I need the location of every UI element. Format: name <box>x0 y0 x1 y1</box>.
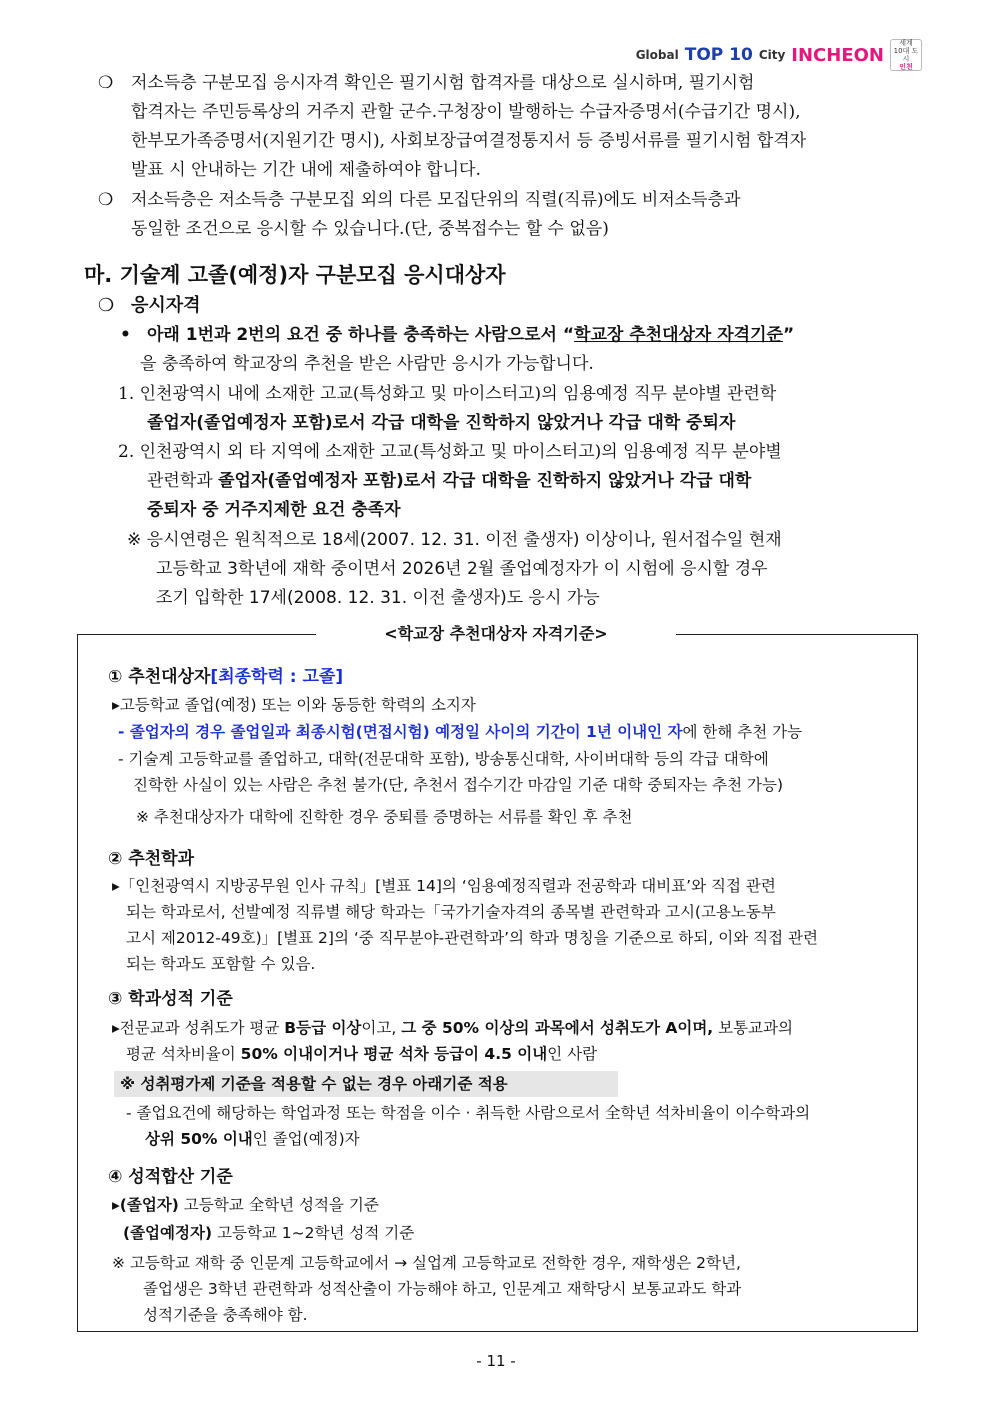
logo-city: City <box>758 48 786 62</box>
criteria-3-l1: ▸전문교과 성취도가 평균 B등급 이상이고, 그 중 50% 이상의 과목에서 성취도가 A이며, 보통교과의 <box>112 1019 793 1037</box>
criteria-1-heading: ① 추천대상자[최종학력 : 고졸] <box>108 667 344 687</box>
circle-bullet-icon: ❍ <box>98 190 114 210</box>
circle-bullet-icon: ❍ <box>98 295 115 316</box>
intro-b1-line1: 저소득층 구분모집 응시자격 확인은 필기시험 합격자를 대상으로 실시하며, 필기시험 <box>131 73 755 93</box>
criteria-3-l4: 상위 50% 이내인 졸업(예정)자 <box>145 1130 360 1148</box>
criteria-2-l2: 되는 학과로서, 선발예정 직류별 해당 학과는「국가기술자격의 종목별 관련학과 고시(고용노동부 <box>126 903 776 921</box>
criteria-3-l3: - 졸업요건에 해당하는 학업과정 또는 학점을 이수 · 취득한 사람으로서 全학년 석차비율이 이수학과의 <box>126 1104 811 1122</box>
page-number: - 11 - <box>476 1352 516 1370</box>
intro-b1-line2: 합격자는 주민등록상의 거주지 관할 군수.구청장이 발행하는 수급자증명서(수급기간 명시), <box>131 102 801 122</box>
criteria-4-note2: 졸업생은 3학년 관련학과 성적산출이 가능해야 하고, 인문계고 재학당시 보통교과도 학과 <box>143 1280 742 1298</box>
criteria-4-l1: ▸(졸업자) 고등학교 全학년 성적을 기준 <box>112 1196 379 1214</box>
num1-line1: 1. 인천광역시 내에 소재한 고교(특성화고 및 마이스터고)의 임용예정 직무 분야별 관련학 <box>118 384 777 404</box>
criteria-2-l4: 되는 학과도 포함할 수 있음. <box>126 955 316 973</box>
dot-item-line2: 을 충족하여 학교장의 추천을 받은 사람만 응시가 가능합니다. <box>140 354 594 374</box>
num2-line2: 관련학과 졸업자(졸업예정자 포함)로서 각급 대학을 진학하지 않았거나 각급 대학 <box>147 471 752 491</box>
criteria-1-c1: - 기술계 고등학교를 졸업하고, 대학(전문대학 포함), 방송통신대학, 사이버대학 등의 각급 대학에 <box>118 750 769 768</box>
criteria-2-l3: 고시 제2012-49호)」[별표 2]의 ‘중 직무분야-관련학과’의 학과 명칭을 기준으로 하되, 이와 직접 관련 <box>126 929 818 947</box>
circle-bullet-icon: ❍ <box>98 73 114 93</box>
logo-top10: TOP 10 <box>684 45 753 65</box>
age-note-line3: 조기 입학한 17세(2008. 12. 31. 이전 출생자)도 응시 가능 <box>156 588 600 608</box>
criteria-2-heading: ② 추천학과 <box>108 849 194 869</box>
intro-b2-line2: 동일한 조건으로 응시할 수 있습니다.(단, 중복접수는 할 수 없음) <box>131 219 609 239</box>
logo-incheon: INCHEON <box>791 44 884 66</box>
num2-line3: 중퇴자 중 거주지제한 요건 충족자 <box>147 500 401 520</box>
criteria-1-a: ▸고등학교 졸업(예정) 또는 이와 동등한 학력의 소지자 <box>112 696 476 714</box>
criteria-4-note1: ※ 고등학교 재학 중 인문계 고등학교에서 → 실업계 고등학교로 전학한 경우, 재학생은 2학년, <box>112 1254 741 1272</box>
criteria-1-d: ※ 추천대상자가 대학에 진학한 경우 중퇴를 증명하는 서류를 확인 후 추천 <box>136 808 633 826</box>
intro-b1-line3: 한부모가족증명서(지원기간 명시), 사회보장급여결정통지서 등 증빙서류를 필기시험 합격자 <box>131 131 807 151</box>
age-note-line1: ※ 응시연령은 원칙적으로 18세(2007. 12. 31. 이전 출생자) 이상이나, 원서접수일 현재 <box>127 530 782 550</box>
criteria-4-heading: ④ 성적합산 기준 <box>108 1167 233 1187</box>
criteria-3-l2: 평균 석차비율이 50% 이내이거나 평균 석차 등급이 4.5 이내인 사람 <box>126 1045 598 1063</box>
intro-b2-line1: 저소득층은 저소득층 구분모집 외의 다른 모집단위의 직렬(직류)에도 비저소득층과 <box>131 190 741 210</box>
logo-badge: 세계 10대 도시 인천 <box>890 39 922 71</box>
section-title: 마. 기술계 고졸(예정)자 구분모집 응시대상자 <box>84 263 506 287</box>
criteria-4-l2: (졸업예정자) 고등학교 1~2학년 성적 기준 <box>123 1224 415 1242</box>
criteria-1-b: - 졸업자의 경우 졸업일과 최종시험(면접시험) 예정일 사이의 기간이 1년 이내인 자에 한해 추천 가능 <box>118 723 803 741</box>
subsection-title: 응시자격 <box>131 295 201 316</box>
criteria-4-note3: 성적기준을 충족해야 함. <box>143 1306 308 1324</box>
logo-global: Global <box>635 48 679 62</box>
criteria-3-note: ※ 성취평가제 기준을 적용할 수 없는 경우 아래기준 적용 <box>114 1071 618 1097</box>
dot-bullet-icon: • <box>120 325 131 345</box>
criteria-1-c2: 진학한 사실이 있는 사람은 추천 불가(단, 추천서 접수기간 마감일 기준 대학 중퇴자는 추천 가능) <box>133 776 784 794</box>
criteria-box-title: <학교장 추천대상자 자격기준> <box>316 620 676 648</box>
criteria-2-l1: ▸「인천광역시 지방공무원 인사 규칙」[별표 14]의 ‘임용예정직렬과 전공학과 대비표’와 직접 관련 <box>112 877 776 895</box>
age-note-line2: 고등학교 3학년에 재학 중이면서 2026년 2월 졸업예정자가 이 시험에 응시할 경우 <box>156 559 768 579</box>
header-logo <box>636 40 922 70</box>
num2-line1: 2. 인천광역시 외 타 지역에 소재한 고교(특성화고 및 마이스터고)의 임용예정 직무 분야별 <box>118 442 782 462</box>
criteria-3-heading: ③ 학과성적 기준 <box>108 989 233 1009</box>
intro-b1-line4: 발표 시 안내하는 기간 내에 제출하여야 합니다. <box>131 160 481 180</box>
num1-line2: 졸업자(졸업예정자 포함)로서 각급 대학을 진학하지 않았거나 각급 대학 중퇴자 <box>147 413 736 433</box>
dot-item-line1: 아래 1번과 2번의 요건 중 하나를 충족하는 사람으로서 “학교장 추천대상자 자격기준” <box>147 325 795 345</box>
